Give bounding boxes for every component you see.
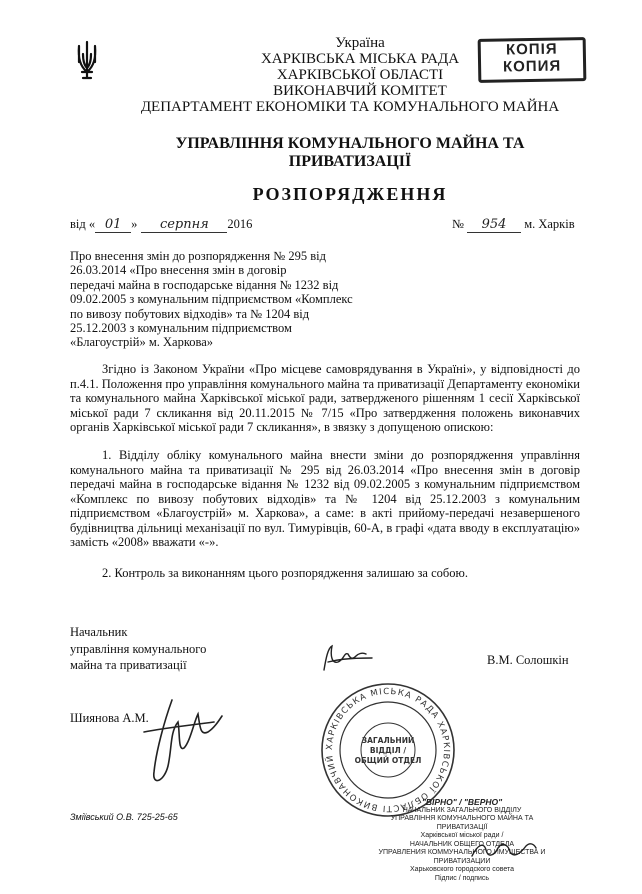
division-line1: УПРАВЛІННЯ КОМУНАЛЬНОГО МАЙНА ТА (175, 135, 525, 152)
round-stamp-outer-text: ХАРКІВСЬКА МІСЬКА РАДА ХАРКІВСЬКОЇ ОБЛАСТІ ВИКОНАВЧИЙ (324, 686, 452, 814)
certify-line3: Харківської міської ради / (420, 832, 504, 839)
round-stamp-line2: ВІДДІЛ / (369, 746, 407, 755)
certify-line1: НАЧАЛЬНИК ЗАГАЛЬНОГО ВІДДІЛУ (402, 806, 522, 814)
copy-stamp-line2: КОПИЯ (502, 57, 562, 76)
copy-stamp-line1: КОПІЯ (505, 40, 558, 59)
intro-paragraph: Згідно із Законом України «Про місцеве самоврядування в Україні», у відповідності до п.4.1. Положення про управління комунального майна та приватизації Департаменту економіки та комунального майна Харківської міської ради, затвердженого рішенням 1 сесії Харківської міської ради 7 скликання від 20.11.2015 № 7/15 «Про затвердження положень виконавчих органів Харківської міської ради 7 скликання», в звязку з допущеною опискою: (70, 362, 580, 434)
head-signature (318, 640, 378, 676)
executor-contact: Зміївський О.В. 725-25-65 (70, 812, 178, 822)
date-year: 2016 (227, 217, 253, 231)
date-mid: » (131, 217, 138, 231)
performer-signature (134, 692, 224, 792)
doc-number: 954 (467, 217, 521, 233)
item-2-paragraph: 2. Контроль за виконанням цього розпорядження залишаю за собою. (102, 566, 468, 580)
header-country: Україна (335, 35, 385, 51)
certify-line7: Підпис / подпись (434, 874, 490, 882)
round-stamp-line3: ОБЩИЙ ОТДЕЛ (354, 756, 422, 765)
header-department: ДЕПАРТАМЕНТ ЕКОНОМІКИ ТА КОМУНАЛЬНОГО МАЙНА (140, 99, 560, 115)
certify-line5: УПРАВЛЕНИЯ КОММУНАЛЬНОГО ИМУЩЕСТВА И ПРИВАТИЗАЦИИ (378, 849, 546, 865)
document-title: РОЗПОРЯДЖЕННЯ (252, 184, 448, 204)
round-stamp-line1: ЗАГАЛЬНИЙ (361, 736, 415, 745)
certify-signature (468, 836, 538, 866)
item-1-paragraph: 1. Відділу обліку комунального майна внести зміни до розпорядження управління комунального майна та приватизації № 295 від 26.03.2014 «Про внесення змін в договір передачі майна в господарське відання № 1232 від 09.02.2005 з комунальним підприємством «Комплекс по вивозу побутових відходів» та № 1204 від 25.12.2003 з комунальним підприємством «Благоустрій» м. Харкова», а саме: в акті прийому-передачі незавершеного будівництва дільниці механізації по вул. Тимурівців, 60-А, в графі «дата вводу в експлуатацію» замість «2008» вважати «-». (70, 448, 580, 549)
document-subject: Про внесення змін до розпорядження № 295 від 26.03.2014 «Про внесення змін в договір передачі майна в господарське відання № 1232 від 09.02.2005 з комунальним підприємством «Комплекс по вивозу побутових відходів» та № 1204 від 25.12.2003 з комунальним підприємством «Благоустрій» м. Харкова» (70, 249, 353, 350)
signatory-name: В.М. Солошкін (487, 653, 569, 667)
date-prefix: від « (70, 217, 96, 231)
date-month: серпня (141, 217, 227, 233)
performer-name: Шиянова А.М. (70, 711, 149, 725)
number-line (452, 217, 575, 233)
header-region: ХАРКІВСЬКОЇ ОБЛАСТІ (276, 67, 444, 83)
city: м. Харків (524, 217, 575, 231)
date-line (70, 217, 252, 233)
signatory-position: Начальник управління комунального майна та приватизації (70, 625, 207, 672)
certify-line6: Харьковского городского совета (409, 866, 515, 873)
header-committee: ВИКОНАВЧИЙ КОМІТЕТ (273, 83, 447, 99)
number-label: № (452, 217, 464, 231)
certify-verno: "ВІРНО" / "ВЕРНО" (421, 797, 503, 807)
certify-line4: НАЧАЛЬНИК ОБЩЕГО ОТДЕЛА (409, 840, 515, 848)
date-day: 01 (95, 217, 131, 233)
certify-line2: УПРАВЛІННЯ КОМУНАЛЬНОГО МАЙНА ТА ПРИВАТИЗАЦІЇ (390, 815, 534, 831)
header-council: ХАРКІВСЬКА МІСЬКА РАДА (260, 51, 460, 67)
division-line2: ПРИВАТИЗАЦІЇ (288, 153, 412, 170)
